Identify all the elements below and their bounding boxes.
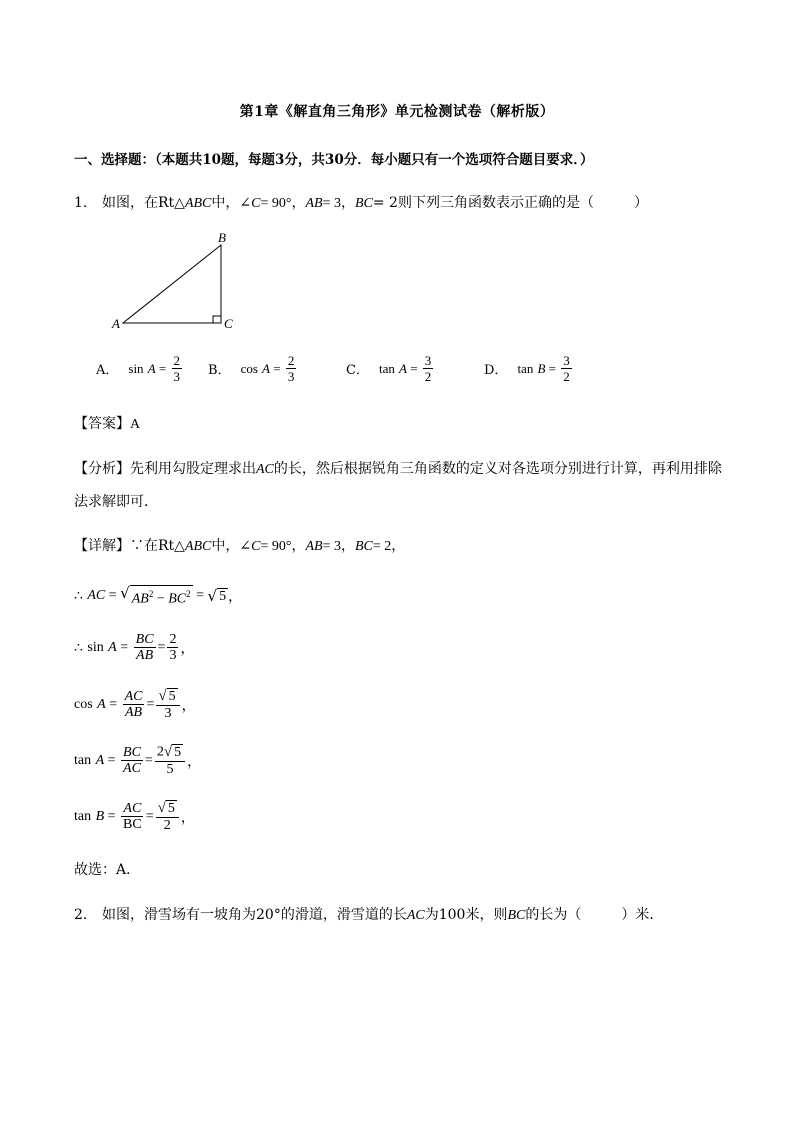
numerator: AC: [123, 801, 142, 816]
step-sin: ∴ sin A = $\frac{BC}{AB}$ = $\frac{2}{3}$ ，: [74, 632, 195, 663]
var: B: [537, 360, 546, 376]
detail-prefix: 【详解】∵在Rt△: [74, 538, 185, 554]
detail-text: = 2，: [372, 539, 406, 554]
equals: =: [145, 808, 154, 824]
square-root: √ 5: [163, 744, 182, 760]
comma: ，: [181, 697, 196, 714]
denominator: 2: [424, 369, 432, 384]
var: A: [398, 360, 407, 376]
option-label: C．: [346, 363, 369, 378]
equals: =: [146, 696, 155, 712]
detail-text: = 90°，: [260, 539, 306, 554]
question-text: 的长为（: [525, 907, 582, 923]
function-name: cos: [74, 696, 93, 712]
question-text: 为100米，则: [424, 907, 508, 923]
denominator: 3: [287, 369, 295, 384]
question-text: 如图，滑雪场有一坡角为20°的滑道，滑雪道的长: [102, 907, 407, 923]
vertex-label-c: C: [224, 316, 233, 331]
square-root: √ 5: [158, 688, 176, 704]
side-var: AC: [406, 908, 425, 923]
fraction: [286, 353, 297, 384]
numerator: 2: [287, 353, 295, 368]
fraction: [156, 800, 179, 833]
section-heading: 一、选择题：（本题共10题，每题3分，共30分．每小题只有一个选项符合题目要求．）: [74, 152, 594, 168]
vertex-label-a: A: [112, 316, 120, 331]
answer-value: A: [130, 417, 141, 432]
triangle-figure: [110, 228, 250, 338]
step-tan-a: tan A = $\frac{BC}{AC}$ = 2 √ 5 5 ，: [74, 744, 202, 777]
step-tan-b: tan B = $\frac{AC}{BC}$ = √ 5 2 ，: [74, 800, 195, 833]
detail-text: = 3，: [322, 539, 355, 554]
var: A: [97, 696, 106, 712]
denominator: 3: [173, 369, 180, 384]
option-label: A．: [96, 363, 119, 378]
numerator: 2: [173, 353, 180, 368]
equals: =: [157, 639, 166, 655]
denominator: BC: [123, 817, 142, 832]
function-name: tan: [517, 360, 534, 376]
choice-line: 故选：A．: [74, 862, 141, 878]
analysis-line-1: [74, 458, 722, 478]
side-var: AC: [256, 462, 274, 477]
equals: =: [196, 588, 205, 604]
comma: ，: [187, 753, 202, 770]
function-name: sin: [87, 639, 104, 655]
denominator: AB: [136, 648, 154, 663]
denominator: 3: [169, 648, 177, 663]
numerator: BC: [135, 632, 154, 647]
side-var: BC: [354, 196, 373, 211]
question-text: 中，∠: [211, 195, 252, 211]
option-b[interactable]: B． cos A = $\frac{2}{3}$: [208, 353, 295, 384]
side-var: BC: [354, 539, 373, 554]
vertex-label-b: B: [218, 230, 226, 245]
denominator: 2: [563, 369, 570, 384]
question-text: = 2则下列三角函数表示正确的是（: [372, 195, 594, 211]
equals: =: [108, 588, 117, 604]
numerator: 2: [169, 632, 177, 647]
step-ac: [74, 585, 242, 608]
triangle-name: ABC: [184, 539, 212, 554]
numerator: BC: [123, 745, 141, 760]
analysis-text: 法求解即可．: [74, 494, 158, 510]
comma: ，: [180, 809, 195, 826]
detail-text: 中，∠: [211, 538, 252, 554]
denominator: AB: [124, 705, 143, 720]
fraction: [156, 688, 179, 721]
var: AB: [131, 591, 149, 607]
numerator: 3: [424, 353, 432, 368]
analysis-text: 先利用勾股定理求出: [130, 461, 256, 477]
var: A: [262, 360, 270, 376]
angle-var: C: [251, 196, 261, 211]
fraction: [134, 632, 156, 663]
function-name: tan: [74, 808, 92, 824]
radicand: 5: [168, 689, 176, 704]
var: A: [95, 752, 105, 768]
question-text: = 3，: [322, 196, 355, 211]
side-var: AB: [305, 539, 323, 554]
function-name: sin: [128, 360, 144, 376]
denominator: 5: [166, 762, 174, 777]
triangle-name: ABC: [184, 196, 212, 211]
radicand: 5: [174, 745, 182, 760]
option-c[interactable]: C． tan A = $\frac{3}{2}$: [346, 353, 432, 384]
function-name: tan: [378, 360, 395, 376]
var: A: [147, 360, 156, 376]
radicand: 5: [167, 801, 175, 816]
square-root: √ 5: [157, 800, 175, 816]
exponent: 2: [148, 589, 154, 599]
option-label: B．: [208, 363, 231, 378]
question-text: ）: [633, 195, 648, 211]
question-text: = 90°，: [260, 196, 306, 211]
denominator: 2: [163, 818, 171, 833]
detail-line: [74, 535, 405, 555]
denominator: 3: [164, 706, 172, 721]
question-text: 如图，在Rt△: [102, 195, 185, 211]
question-2: [74, 904, 663, 924]
coefficient: 2: [156, 744, 164, 760]
fraction: [423, 353, 434, 384]
question-1: [74, 192, 648, 212]
therefore-sign: ∴: [74, 639, 83, 656]
option-d[interactable]: D． tan B = $\frac{3}{2}$: [484, 353, 570, 384]
function-name: cos: [240, 360, 258, 376]
analysis-line-2: [74, 491, 158, 511]
function-name: tan: [74, 752, 92, 768]
var: A: [108, 639, 117, 655]
side-var: AB: [305, 196, 323, 211]
answer-prefix: 【答案】: [74, 416, 130, 432]
option-label: D．: [484, 363, 508, 378]
question-number: 1．: [74, 195, 97, 211]
square-root: √ $AB^2 - BC^2$: [120, 584, 191, 607]
fraction: [172, 353, 183, 384]
exponent: 2: [186, 589, 191, 599]
fraction: [121, 801, 144, 832]
numerator: 3: [563, 353, 570, 368]
square-root: √ 5: [207, 586, 227, 605]
right-angle-marker: [213, 316, 221, 323]
fraction: [121, 745, 143, 776]
answer-line: [74, 413, 140, 433]
comma: ，: [228, 589, 243, 606]
radicand: 5: [219, 588, 227, 604]
numerator: AC: [124, 689, 143, 704]
minus: −: [156, 591, 165, 607]
var: B: [95, 808, 105, 824]
fraction: [561, 353, 572, 384]
var: BC: [168, 591, 187, 607]
denominator: AC: [123, 761, 141, 776]
question-number: 2．: [74, 907, 97, 923]
analysis-prefix: 【分析】: [74, 461, 130, 477]
comma: ，: [180, 640, 195, 657]
var: AC: [87, 588, 106, 604]
step-cos: cos A = $\frac{AC}{AB}$ = √ 5 3 ，: [74, 688, 196, 721]
analysis-text: 的长，然后根据锐角三角函数的定义对各选项分别进行计算，再利用排除: [273, 461, 722, 477]
question-text: ）米．: [621, 907, 664, 923]
fraction: [155, 744, 185, 777]
fraction: [123, 689, 145, 720]
page-title: 第1章《解直角三角形》单元检测试卷（解析版）: [239, 104, 555, 120]
option-a[interactable]: A． sin A = $\frac{2}{3}$: [96, 353, 180, 384]
fraction: [167, 632, 178, 663]
therefore-sign: ∴: [74, 588, 83, 605]
equals: =: [144, 752, 153, 768]
side-var: BC: [507, 908, 526, 923]
angle-var: C: [251, 539, 261, 554]
